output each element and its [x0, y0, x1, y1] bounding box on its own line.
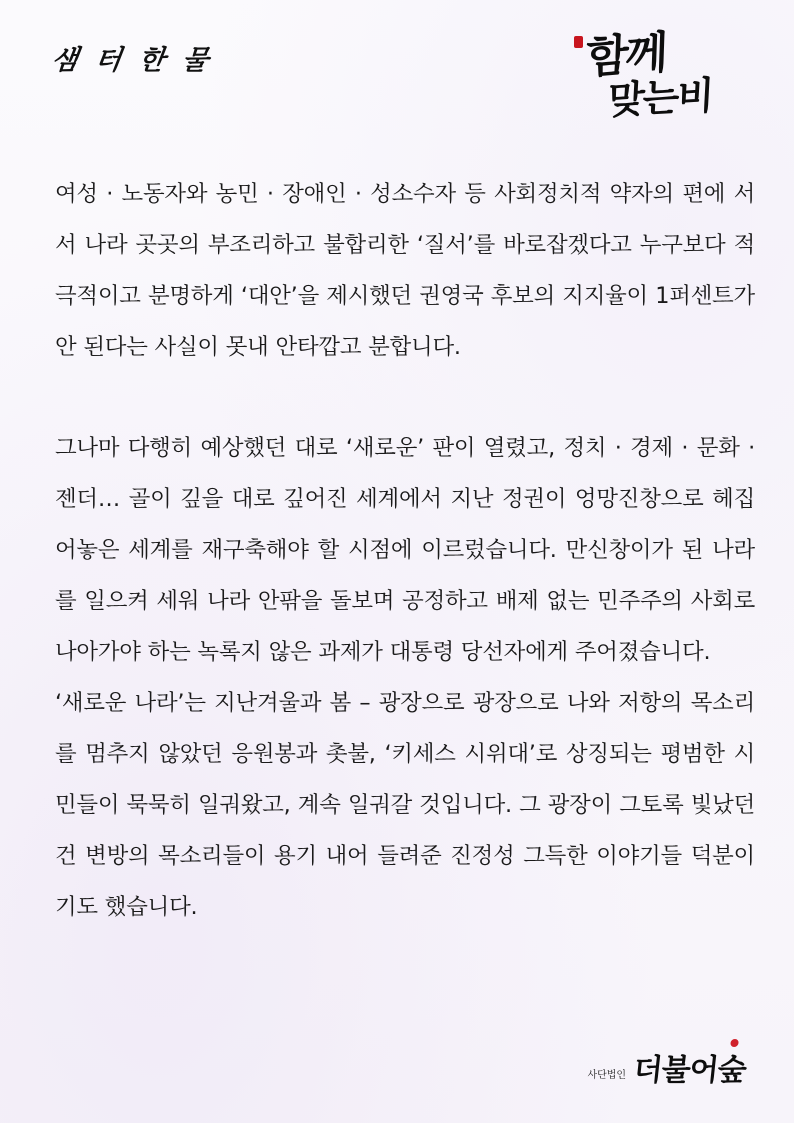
paragraph-2: 그나마 다행히 예상했던 대로 ‘새로운’ 판이 열렸고, 정치 · 경제 · 문화 · 젠더… 골이 깊을 대로 깊어진 세계에서 지난 정권이 엉망진창으로 헤집어놓은 세계를 재구축해야 할 시점에 이르렀습니다. 만신창이가 된 나라를 일으켜 세워 나라 안팎을 돌보며 공정하고 배제 없는 민주주의 사회로 나아가야 하는 녹록지 않은 과제가 대통령 당선자에게 주어졌습니다.: [55, 435, 755, 665]
logo-line-2: 맞는비: [606, 72, 714, 123]
paragraph-1: 여성 · 노동자와 농민 · 장애인 · 성소수자 등 사회정치적 약자의 편에 서서 나라 곳곳의 부조리하고 불합리한 ‘질서’를 바로잡겠다고 누구보다 적극적이고 분명하게 ‘대안’을 제시했던 권영국 후보의 지지율이 1퍼센트가 안 된다는 사실이 못내 안타깝고 분합니다.: [55, 181, 755, 360]
org-name: 더불어숲: [631, 1053, 748, 1088]
logo-line-1: 함께: [585, 27, 666, 84]
org-type: 사단법인: [587, 1070, 627, 1081]
column-title: 샘 터 한 물: [49, 45, 215, 76]
org-name-wrap: [632, 1045, 749, 1089]
article-body: [55, 169, 755, 933]
paragraph-3: ‘새로운 나라’는 지난겨울과 봄 – 광장으로 광장으로 나와 저항의 목소리를 멈추지 않았던 응원봉과 촛불, ‘키세스 시위대’로 상징되는 평범한 시민들이 묵묵히 일궈왔고, 계속 일궈갈 것입니다. 그 광장이 그토록 빛났던 건 변방의 목소리들이 용기 내어 들려준 진정성 그득한 이야기들 덕분이기도 했습니다.: [55, 690, 755, 920]
calligraphy-logo: [568, 27, 738, 130]
red-seal-icon: [574, 36, 583, 48]
organization-signature: [587, 1045, 746, 1089]
red-dot-icon: [730, 1039, 739, 1047]
